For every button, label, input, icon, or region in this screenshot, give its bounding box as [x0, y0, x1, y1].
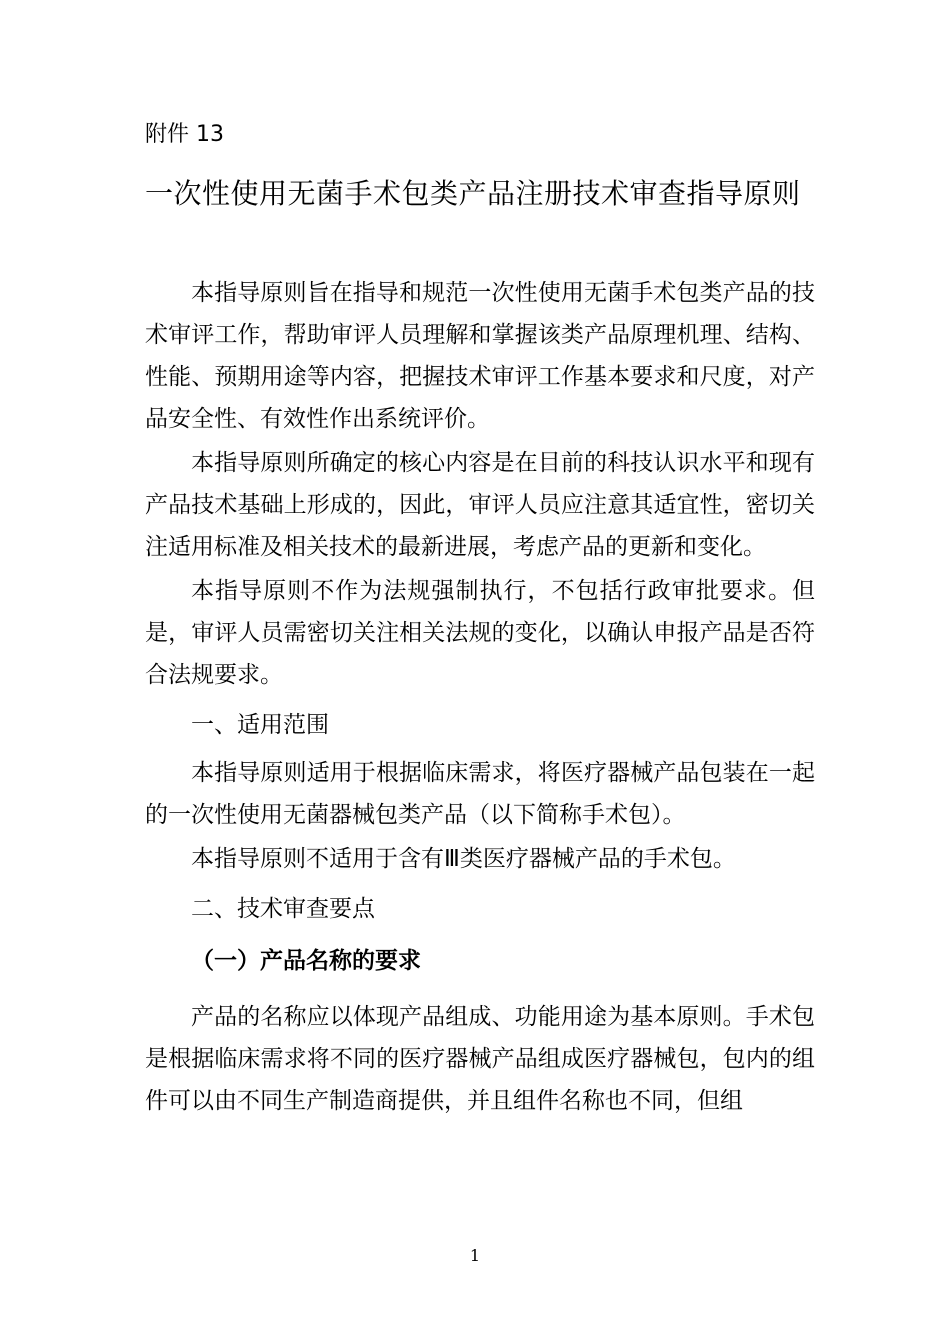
- attachment-label: 附件 13: [145, 122, 224, 147]
- page-number: 1: [469, 1246, 481, 1265]
- section-heading-scope: 一、适用范围: [191, 712, 329, 738]
- paragraph-exclusion: 本指导原则不适用于含有Ⅲ类医疗器械产品的手术包。: [191, 846, 736, 872]
- paragraph-legal-note: 本指导原则不作为法规强制执行，不包括行政审批要求。但是，审评人员需密切关注相关法规的变化，以确认申报产品是否符合法规要求。: [145, 578, 815, 688]
- document-body: [145, 272, 815, 1124]
- paragraph-purpose: 本指导原则旨在指导和规范一次性使用无菌手术包类产品的技术审评工作，帮助审评人员理解和掌握该类产品原理机理、结构、性能、预期用途等内容，把握技术审评工作基本要求和尺度，对产品安全性、有效性作出系统评价。: [145, 280, 815, 432]
- paragraph-applicability: 本指导原则适用于根据临床需求，将医疗器械产品包装在一起的一次性使用无菌器械包类产品（以下简称手术包）。: [145, 760, 815, 828]
- paragraph-scope-note: 本指导原则所确定的核心内容是在目前的科技认识水平和现有产品技术基础上形成的，因此，审评人员应注意其适宜性，密切关注适用标准及相关技术的最新进展，考虑产品的更新和变化。: [145, 450, 815, 560]
- section-heading-review-points: 二、技术审查要点: [191, 896, 375, 922]
- paragraph-product-name: 产品的名称应以体现产品组成、功能用途为基本原则。手术包是根据临床需求将不同的医疗器械产品组成医疗器械包，包内的组件可以由不同生产制造商提供，并且组件名称也不同，但组: [145, 1004, 815, 1114]
- subsection-heading-product-name: （一）产品名称的要求: [191, 948, 421, 974]
- document-title: 一次性使用无菌手术包类产品注册技术审查指导原则: [145, 177, 801, 210]
